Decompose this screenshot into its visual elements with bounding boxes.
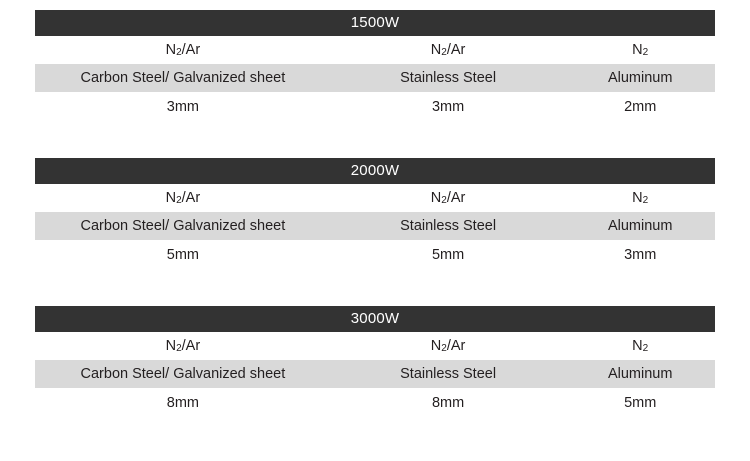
gas-cell-carbon-steel [35,184,331,212]
material-row [35,64,715,92]
gas-cell-aluminum [565,184,715,212]
spec-table-1500w [35,10,715,122]
spec-table-3000w [35,306,715,418]
gas-cell-aluminum [565,36,715,64]
thickness-cell-carbon-steel: 8mm [166,395,200,411]
material-cell-carbon-steel: Carbon Steel/ Galvanized sheet [80,70,286,86]
thickness-row [35,240,715,270]
gas-label-prefix: N [430,42,442,58]
gas-label-subscript: 2 [176,343,182,354]
material-cell-aluminum: Aluminum [607,218,673,234]
gas-label-prefix: N [632,42,643,58]
gas-row [35,184,715,212]
thickness-cell-aluminum: 2mm [624,99,657,115]
material-cell-stainless-steel: Stainless Steel [400,70,497,86]
gas-label-subscript: 2 [642,47,649,58]
gas-label-suffix: /Ar [181,42,201,58]
table-header-title: 3000W [35,306,715,332]
gas-cell-carbon-steel [35,36,331,64]
thickness-row [35,388,715,418]
gas-cell-stainless-steel [331,36,566,64]
gas-cell-aluminum [565,332,715,360]
gas-label-subscript: 2 [176,47,182,58]
gas-label-subscript: 2 [642,195,649,206]
gas-label-prefix: N [165,338,177,354]
gas-label-prefix: N [430,338,442,354]
thickness-cell-stainless-steel: 5mm [431,247,465,263]
gas-label-subscript: 2 [441,195,447,206]
gas-label-subscript: 2 [642,343,649,354]
material-cell-stainless-steel: Stainless Steel [400,218,497,234]
thickness-cell-aluminum: 3mm [624,247,657,263]
gas-row [35,36,715,64]
gas-row [35,332,715,360]
thickness-cell-stainless-steel: 3mm [431,99,465,115]
thickness-cell-stainless-steel: 8mm [431,395,465,411]
gas-label-prefix: N [632,338,643,354]
material-row [35,360,715,388]
table-header-title: 2000W [35,158,715,184]
gas-label-prefix: N [165,42,177,58]
gas-label-subscript: 2 [441,343,447,354]
gas-label-suffix: /Ar [446,42,466,58]
gas-label-prefix: N [165,190,177,206]
gas-label-suffix: /Ar [446,338,466,354]
gas-label-suffix: /Ar [181,190,201,206]
gas-label-subscript: 2 [176,195,182,206]
gas-cell-stainless-steel [331,184,566,212]
gas-label-prefix: N [632,190,643,206]
table-header-title: 1500W [35,10,715,36]
gas-label-suffix: /Ar [446,190,466,206]
material-cell-carbon-steel: Carbon Steel/ Galvanized sheet [80,366,286,382]
material-cell-aluminum: Aluminum [607,366,673,382]
thickness-cell-aluminum: 5mm [624,395,657,411]
gas-label-suffix: /Ar [181,338,201,354]
material-cell-stainless-steel: Stainless Steel [400,366,497,382]
gas-label-subscript: 2 [441,47,447,58]
material-cell-carbon-steel: Carbon Steel/ Galvanized sheet [80,218,286,234]
material-row [35,212,715,240]
spec-table-2000w [35,158,715,270]
gas-cell-carbon-steel [35,332,331,360]
gas-cell-stainless-steel [331,332,566,360]
gas-label-prefix: N [430,190,442,206]
thickness-cell-carbon-steel: 3mm [166,99,200,115]
thickness-row [35,92,715,122]
thickness-cell-carbon-steel: 5mm [166,247,200,263]
material-cell-aluminum: Aluminum [607,70,673,86]
